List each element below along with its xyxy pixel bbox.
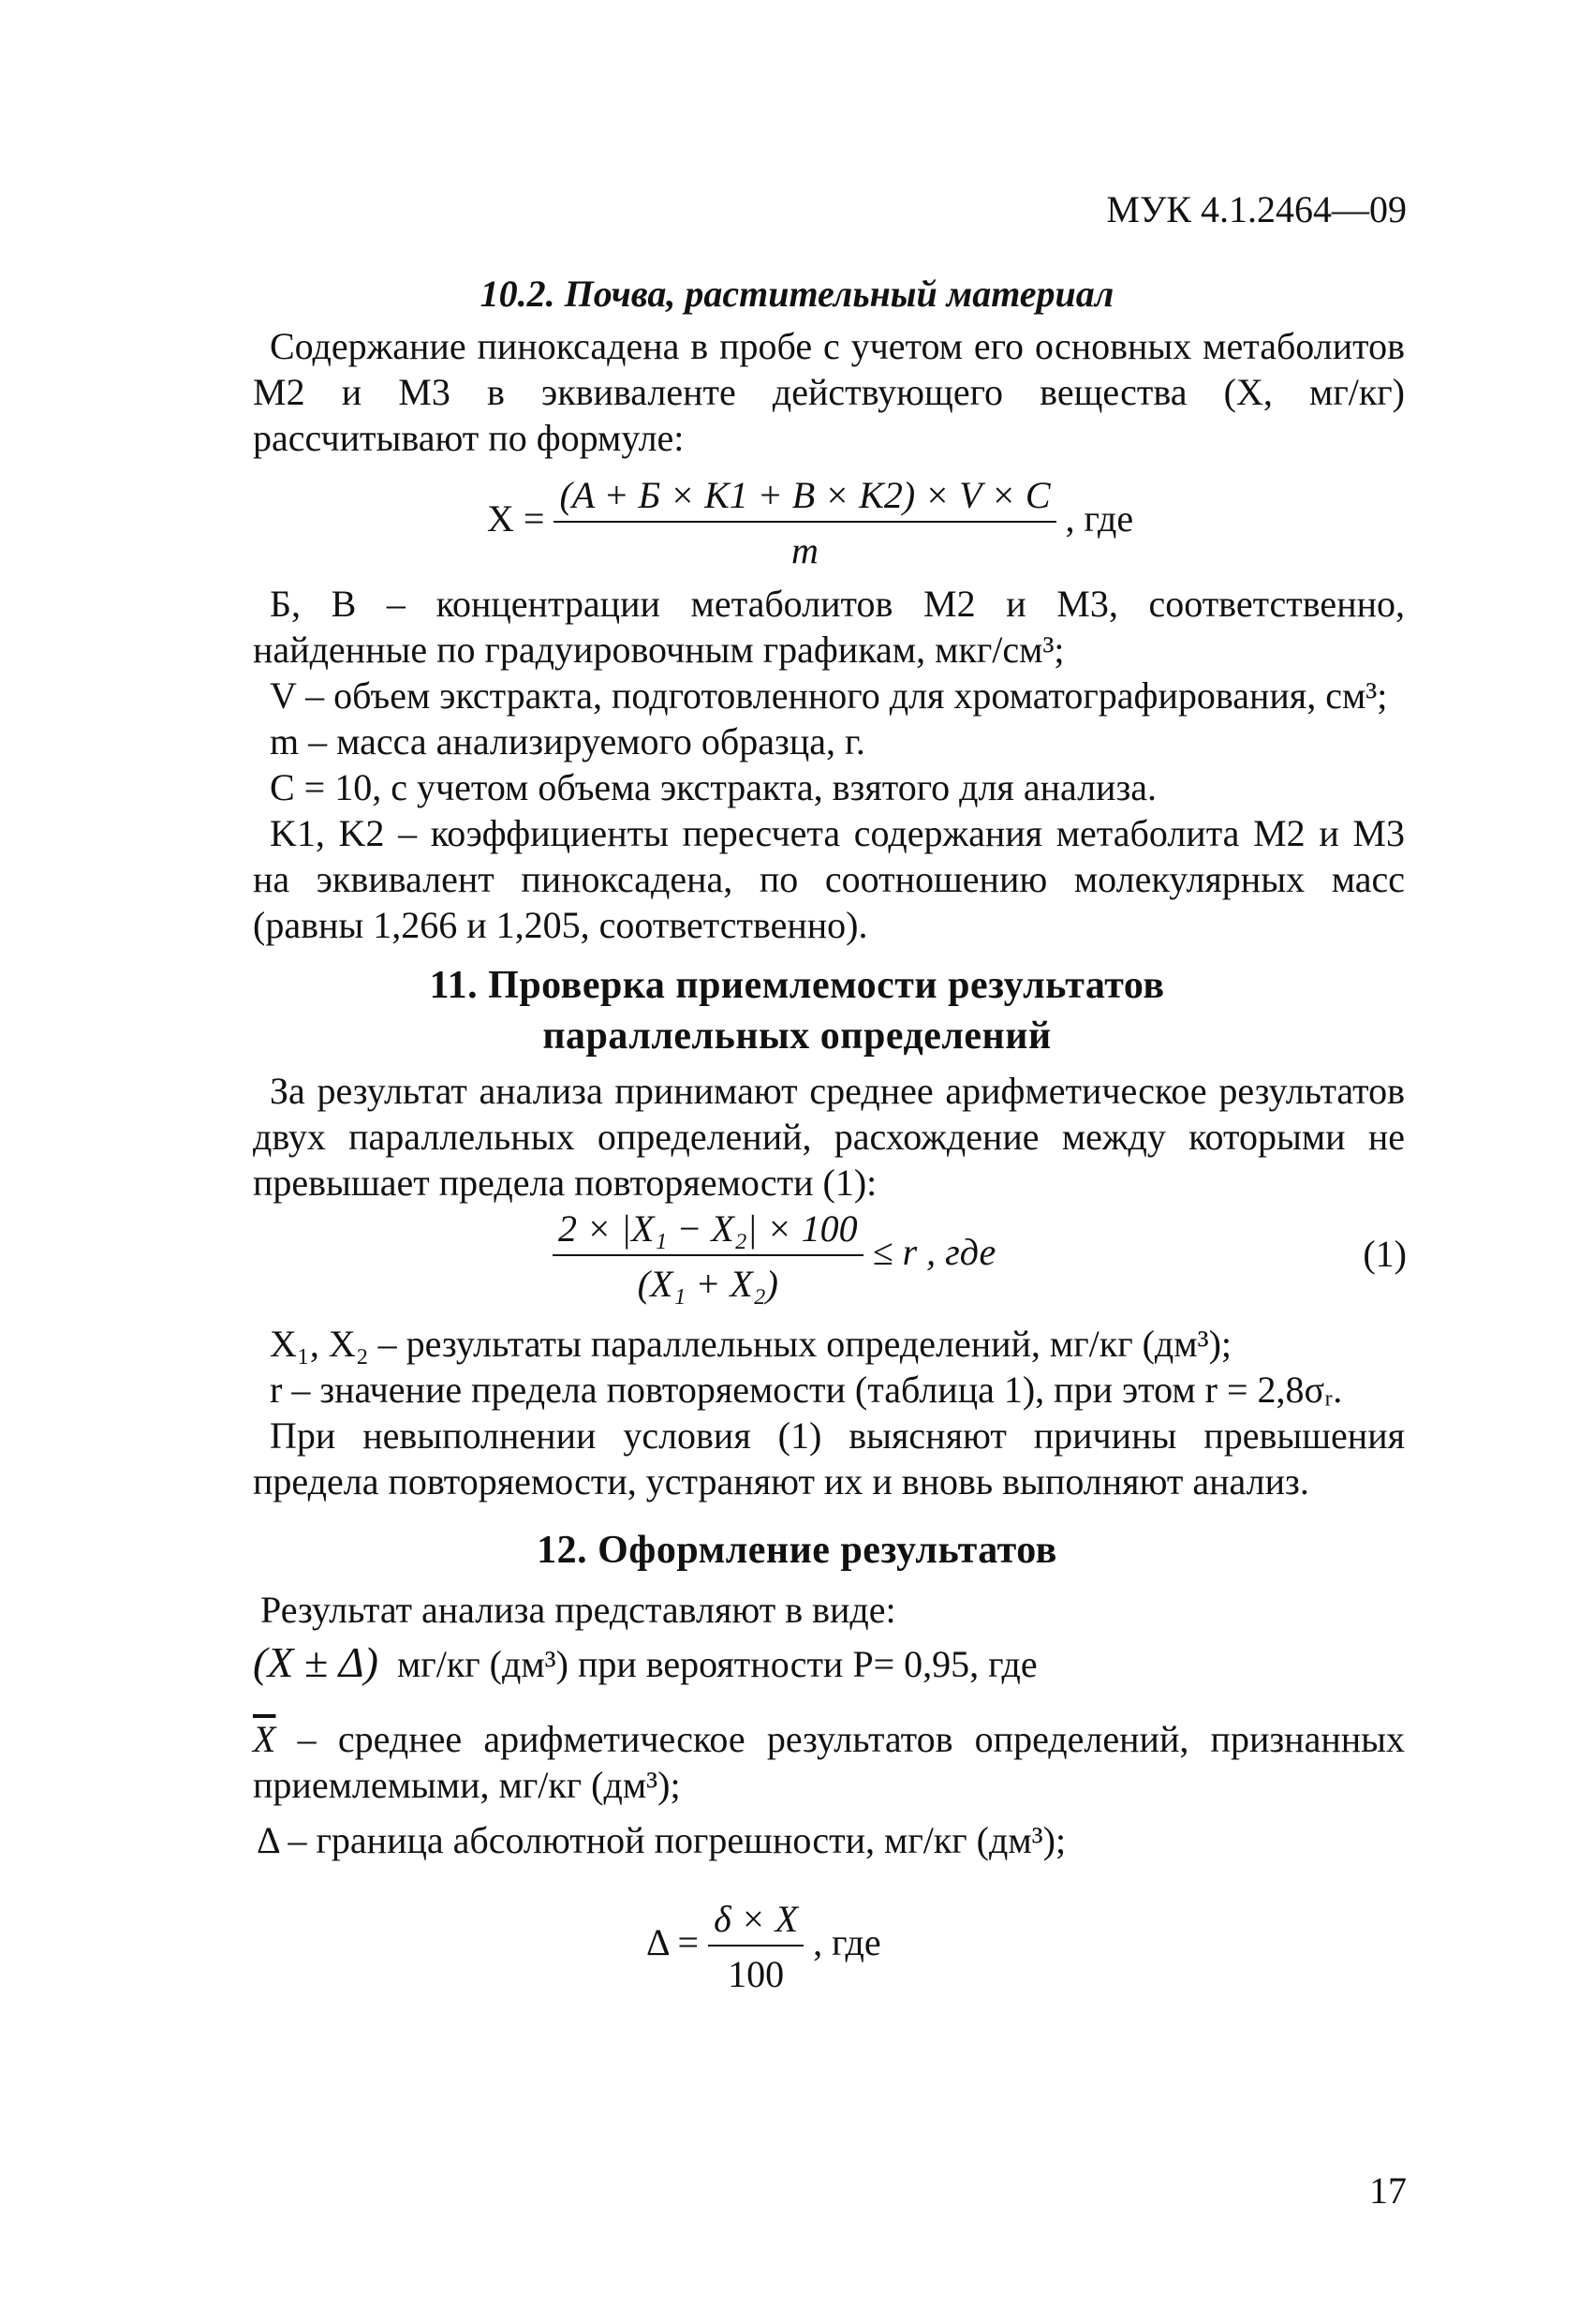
equation-number: (1)	[1363, 1233, 1407, 1275]
formula-repeatability-denominator: (X₁ + X₂)	[637, 1263, 778, 1305]
formula-x-lhs: X =	[487, 497, 545, 540]
formula-repeatability-fraction	[553, 1206, 863, 1306]
section-11-title-line2: параллельных определений	[542, 1014, 1052, 1058]
formula-delta-denominator: 100	[728, 1953, 785, 1995]
section-12-title: 12. Оформление результатов	[537, 1529, 1057, 1572]
page-number: 17	[1369, 2169, 1407, 2212]
result-expression-tail: мг/кг (дм³) при вероятности P= 0,95, где	[396, 1643, 1038, 1685]
section-11-title-line1: 11. Проверка приемлемости результатов	[429, 964, 1165, 1007]
formula-repeatability	[553, 1206, 996, 1306]
section-12-paragraph: Результат анализа представляют в виде:	[260, 1589, 896, 1631]
formula-delta-fraction	[708, 1897, 804, 1996]
definition-v: V – объем экстракта, подготовленного для хроматографирования, см³;	[270, 674, 1388, 717]
section-11-title	[0, 960, 1594, 1061]
x-bar-symbol: $\overline{X}$	[253, 1718, 276, 1760]
formula-x	[487, 473, 1133, 572]
formula-delta-numerator: δ × X	[708, 1897, 804, 1947]
formula-x-numerator: (A + Б × K1 + B × K2) × V × C	[553, 473, 1055, 523]
result-expression-line	[253, 1639, 1405, 1687]
section-10-2-title: 10.2. Почва, растительный материал	[480, 273, 1114, 315]
formula-delta-lhs: Δ =	[646, 1921, 700, 1964]
definition-b-v: Б, В – концентрации метаболитов М2 и М3, соответственно, найденные по градуировочным графикам, мкг/см³;	[253, 583, 1405, 671]
result-expression: (X ± Δ)	[253, 1638, 378, 1686]
formula-x-denominator: m	[791, 529, 819, 571]
definition-r: r – значение предела повторяемости (таблица 1), при этом r = 2,8σᵣ.	[270, 1369, 1343, 1411]
formula-repeatability-numerator: 2 × |X₁ − X₂| × 100	[553, 1206, 863, 1256]
section-11-paragraph-2: При невыполнении условия (1) выясняют причины превышения предела повторяемости, устраняют их и вновь выполняют анализ.	[253, 1414, 1405, 1502]
formula-delta-where: , где	[813, 1921, 881, 1964]
formula-delta	[646, 1897, 881, 1996]
formula-x-where: , где	[1065, 497, 1134, 540]
definition-k: K1, K2 – коэффициенты пересчета содержания метаболита М2 и М3 на эквивалент пиноксадена, по соотношению молекулярных масс (равны 1,266 и 1,205, соответственно).	[253, 812, 1405, 946]
definition-x1-x2: X₁, X₂ – результаты параллельных определений, мг/кг (дм³);	[270, 1323, 1232, 1365]
definition-x-bar	[253, 1716, 1405, 1808]
section-11-paragraph: За результат анализа принимают среднее арифметическое результатов двух параллельных определений, расхождение между которыми не превышает предела повторяемости (1):	[253, 1070, 1405, 1204]
definition-x-bar-text: – среднее арифметическое результатов определений, признанных приемлемыми, мг/кг (дм³);	[253, 1718, 1406, 1806]
definition-delta: Δ – граница абсолютной погрешности, мг/кг (дм³);	[257, 1819, 1067, 1861]
definition-m: m – масса анализируемого образца, г.	[270, 720, 865, 762]
formula-repeatability-relation: ≤ r , где	[872, 1231, 996, 1274]
definition-c: C = 10, с учетом объема экстракта, взятого для анализа.	[270, 766, 1158, 808]
formula-x-fraction	[553, 473, 1055, 572]
document-code: МУК 4.1.2464—09	[1106, 188, 1407, 230]
section-10-2-intro: Содержание пиноксадена в пробе с учетом его основных метаболитов М2 и М3 в эквиваленте действующего вещества (X, мг/кг) рассчитывают по формуле:	[253, 325, 1405, 459]
